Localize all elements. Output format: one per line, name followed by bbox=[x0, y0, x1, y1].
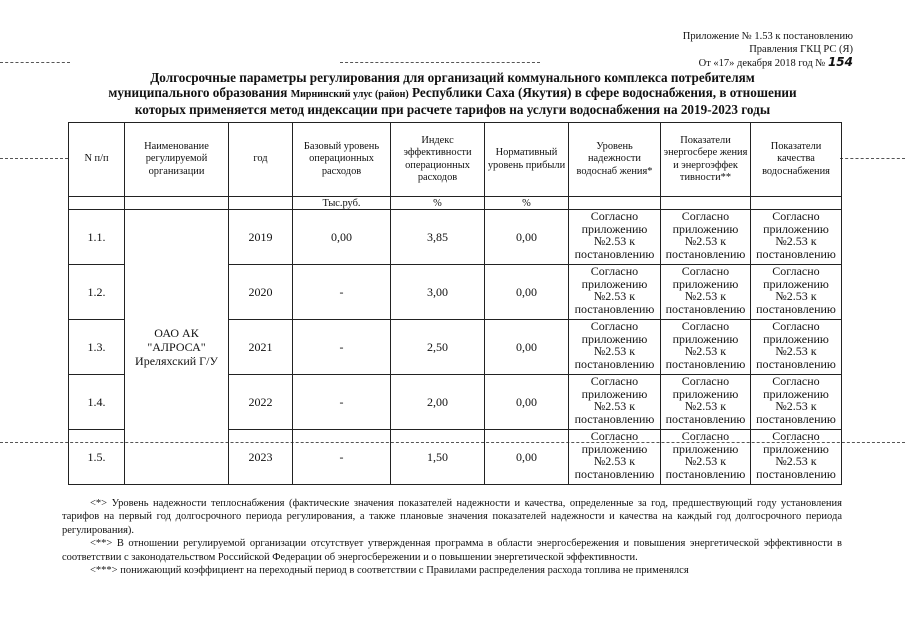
annex-line-2: Правления ГКЦ РС (Я) bbox=[749, 44, 853, 55]
row-year: 2021 bbox=[229, 320, 293, 375]
row-quality: Согласно приложению №2.53 к постановлению bbox=[751, 375, 842, 430]
row-index: 3,00 bbox=[391, 265, 485, 320]
row-energy: Согласно приложению №2.53 к постановлению bbox=[661, 375, 751, 430]
title-line-2b: Республики Саха (Якутия) в сфере водоснабжения, в отношении bbox=[412, 85, 797, 100]
row-energy: Согласно приложению №2.53 к постановлению bbox=[661, 265, 751, 320]
scan-line bbox=[340, 62, 540, 63]
annex-line-3 bbox=[553, 56, 853, 70]
header-reliability: Уровень надежности водоснаб жения* bbox=[569, 123, 661, 197]
scan-line bbox=[0, 158, 68, 159]
row-base: - bbox=[293, 265, 391, 320]
row-quality: Согласно приложению №2.53 к постановлению bbox=[751, 210, 842, 265]
row-profit: 0,00 bbox=[485, 265, 569, 320]
header-base: Базовый уровень операционных расходов bbox=[293, 123, 391, 197]
row-year: 2022 bbox=[229, 375, 293, 430]
unit-base: Тыс.руб. bbox=[293, 197, 391, 210]
row-quality: Согласно приложению №2.53 к постановлению bbox=[751, 265, 842, 320]
header-year: год bbox=[229, 123, 293, 197]
header-org: Наименование регулируемой организации bbox=[125, 123, 229, 197]
table-header-row bbox=[69, 123, 842, 197]
header-profit: Нормативный уровень прибыли bbox=[485, 123, 569, 197]
row-reliability: Согласно приложению №2.53 к постановлению bbox=[569, 375, 661, 430]
row-base: 0,00 bbox=[293, 210, 391, 265]
title-line-2a: муниципального образования bbox=[108, 85, 288, 100]
handwritten-number: 154 bbox=[827, 55, 853, 69]
row-year: 2019 bbox=[229, 210, 293, 265]
row-base: - bbox=[293, 430, 391, 485]
row-index: 2,00 bbox=[391, 375, 485, 430]
footnotes bbox=[62, 497, 842, 577]
header-quality: Показатели качества водоснабжения bbox=[751, 123, 842, 197]
row-profit: 0,00 bbox=[485, 430, 569, 485]
row-reliability: Согласно приложению №2.53 к постановлению bbox=[569, 430, 661, 485]
scan-line bbox=[840, 158, 905, 159]
header-num: N п/п bbox=[69, 123, 125, 197]
row-year: 2023 bbox=[229, 430, 293, 485]
organization-name: ОАО АК "АЛРОСА" Иреляхский Г/У bbox=[125, 210, 229, 485]
units-cell bbox=[569, 197, 661, 210]
title-line-2 bbox=[40, 85, 865, 102]
units-row bbox=[69, 197, 842, 210]
row-energy: Согласно приложению №2.53 к постановлению bbox=[661, 210, 751, 265]
units-cell bbox=[69, 197, 125, 210]
row-quality: Согласно приложению №2.53 к постановлению bbox=[751, 430, 842, 485]
row-profit: 0,00 bbox=[485, 210, 569, 265]
units-cell bbox=[125, 197, 229, 210]
row-num: 1.4. bbox=[69, 375, 125, 430]
row-index: 3,85 bbox=[391, 210, 485, 265]
title-line-1: Долгосрочные параметры регулирования для организаций коммунального комплекса потребителям bbox=[150, 70, 755, 85]
row-profit: 0,00 bbox=[485, 375, 569, 430]
row-index: 2,50 bbox=[391, 320, 485, 375]
row-num: 1.3. bbox=[69, 320, 125, 375]
annex-header bbox=[553, 30, 853, 70]
annex-date: От «17» декабря 2018 год № bbox=[698, 58, 826, 69]
scan-line bbox=[0, 62, 70, 63]
footnote-1: <*> Уровень надежности теплоснабжения (фактические значения показателей надежности и качества, определенные за год, предшествующий году установления тарифов на первый год долгосрочного периода регулирования, а также плановые значения показателей надежности и качества на каждый год долгосрочного периода регулирования). bbox=[62, 498, 842, 536]
row-num: 1.5. bbox=[69, 430, 125, 485]
row-num: 1.2. bbox=[69, 265, 125, 320]
header-energy: Показатели энергосбере жения и энергоэффек тивности** bbox=[661, 123, 751, 197]
document-title bbox=[40, 70, 865, 117]
footnote-3: <***> понижающий коэффициент на переходный период в соответствии с Правилами распределения расхода топлива не применялся bbox=[90, 565, 689, 577]
units-cell bbox=[661, 197, 751, 210]
row-quality: Согласно приложению №2.53 к постановлению bbox=[751, 320, 842, 375]
row-energy: Согласно приложению №2.53 к постановлению bbox=[661, 320, 751, 375]
header-index: Индекс эффективности операционных расходов bbox=[391, 123, 485, 197]
row-energy: Согласно приложению №2.53 к постановлению bbox=[661, 430, 751, 485]
row-profit: 0,00 bbox=[485, 320, 569, 375]
row-num: 1.1. bbox=[69, 210, 125, 265]
row-index: 1,50 bbox=[391, 430, 485, 485]
row-reliability: Согласно приложению №2.53 к постановлению bbox=[569, 320, 661, 375]
unit-profit: % bbox=[485, 197, 569, 210]
table-row bbox=[69, 210, 842, 265]
row-reliability: Согласно приложению №2.53 к постановлению bbox=[569, 210, 661, 265]
row-year: 2020 bbox=[229, 265, 293, 320]
annex-line-1: Приложение № 1.53 к постановлению bbox=[682, 31, 853, 42]
footnote-2: <**> В отношении регулируемой организации отсутствует утвержденная программа в области энергосбережения и повышения энергетической эффективности в соответствии с законодательством Российской Федерации об энергосбережении и о повышении энергетической эффективности. bbox=[62, 538, 842, 563]
row-base: - bbox=[293, 375, 391, 430]
row-reliability: Согласно приложению №2.53 к постановлению bbox=[569, 265, 661, 320]
row-base: - bbox=[293, 320, 391, 375]
title-line-3: которых применяется метод индексации при расчете тарифов на услуги водоснабжения на 2019-2023 годы bbox=[134, 102, 771, 117]
units-cell bbox=[751, 197, 842, 210]
unit-index: % bbox=[391, 197, 485, 210]
units-cell bbox=[229, 197, 293, 210]
parameters-table bbox=[68, 122, 842, 485]
title-district: Мирнинский улус (район) bbox=[290, 89, 409, 100]
